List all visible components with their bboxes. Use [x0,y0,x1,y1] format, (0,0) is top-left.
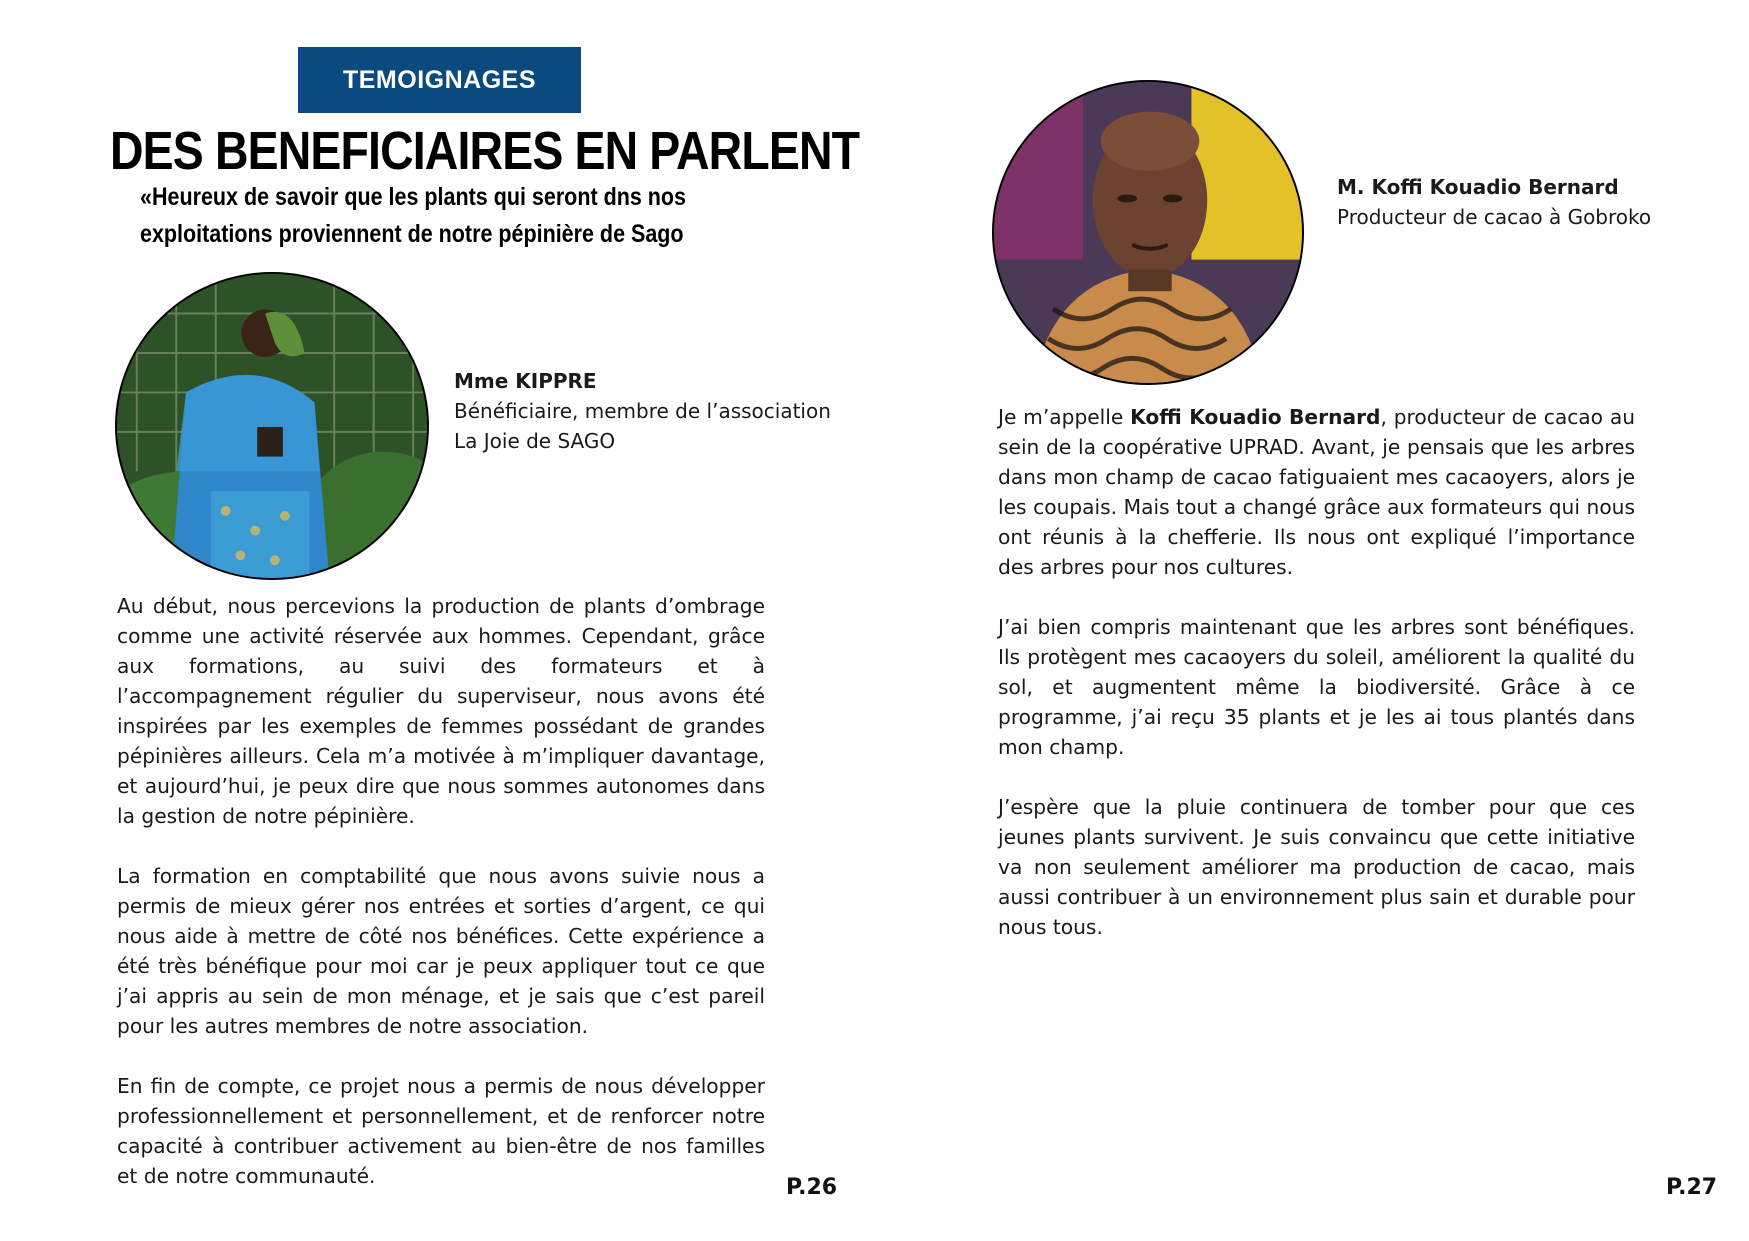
subheadline-quote [140,179,687,253]
page-number: P.26 [786,1175,838,1200]
left-page [0,0,874,1241]
testimony-kippre [117,591,765,1221]
subheadline-line-1: «Heureux de savoir que les plants qui seront dns nos [140,183,687,211]
testimony-koffi [998,402,1635,972]
portrait-photo-koffi [992,80,1304,385]
caption-koffi [1337,172,1737,232]
speaker-name-bold: Koffi Kouadio Bernard [1130,405,1381,429]
section-tag: TEMOIGNAGES [298,47,581,113]
page-headline: DES BENEFICIAIRES EN PARLENT [110,121,860,181]
paragraph: J’espère que la pluie continuera de tomber pour que ces jeunes plants survivent. Je suis convaincu que cette initiative va non seulement améliorer ma production de cacao, mais aussi contribuer à un environnement plus sain et durable pour nous tous. [998,795,1635,939]
paragraph: Au début, nous percevions la production de plants d’ombrage comme une activité réservée aux hommes. Cependant, grâce aux formations, au suivi des formateurs et à l’accompagnement régulier du superviseur, nous avons été inspirées par les exemples de femmes possédant de grandes pépinières ailleurs. Cela m’a motivée à m’impliquer davantage, et aujourd’hui, je peux dire que nous sommes autonomes dans la gestion de notre pépinière. [117,594,765,828]
caption-role: Bénéficiaire, membre de l’association [454,399,831,423]
caption-kippre [454,366,854,456]
portrait-koffi-illustration [994,82,1302,383]
paragraph: La formation en comptabilité que nous avons suivie nous a permis de mieux gérer nos entrées et sorties d’argent, ce qui nous aide à mettre de côté nos bénéfices. Cette expérience a été très bénéfique pour moi car je peux appliquer tout ce que j’ai appris au sein de mon ménage, et je sais que c’est pareil pour les autres membres de notre association. [117,864,765,1038]
caption-role: Producteur de cacao à Gobroko [1337,205,1652,229]
portrait-photo-kippre [115,272,429,580]
paragraph [998,402,1635,582]
paragraph: J’ai bien compris maintenant que les arbres sont bénéfiques. Ils protègent mes cacaoyers du soleil, améliorent la qualité du sol, et augmentent même la biodiversité. Grâce à ce programme, j’ai reçu 35 plants et je les ai tous plantés dans mon champ. [998,615,1635,759]
caption-name: M. Koffi Kouadio Bernard [1337,175,1619,199]
caption-name: Mme KIPPRE [454,369,597,393]
paragraph: En fin de compte, ce projet nous a permis de nous développer professionnellement et personnellement, et de renforcer notre capacité à contribuer activement au bien-être de nos familles et de notre communauté. [117,1074,765,1188]
paragraph-rest: , producteur de cacao au sein de la coopérative UPRAD. Avant, je pensais que les arbres dans mon champ de cacao fatiguaient mes cacaoyers, alors je les coupais. Mais tout a changé grâce aux formateurs qui nous ont réunis à la chefferie. Ils nous ont expliqué l’importance des arbres pour nos cultures. [998,405,1635,579]
page-number: P.27 [1666,1175,1718,1200]
subheadline-line-2: exploitations proviennent de notre pépinière de Sago [140,220,684,248]
paragraph-intro: Je m’appelle [998,405,1131,429]
caption-association: La Joie de SAGO [454,429,616,453]
portrait-kippre-illustration [117,274,427,578]
